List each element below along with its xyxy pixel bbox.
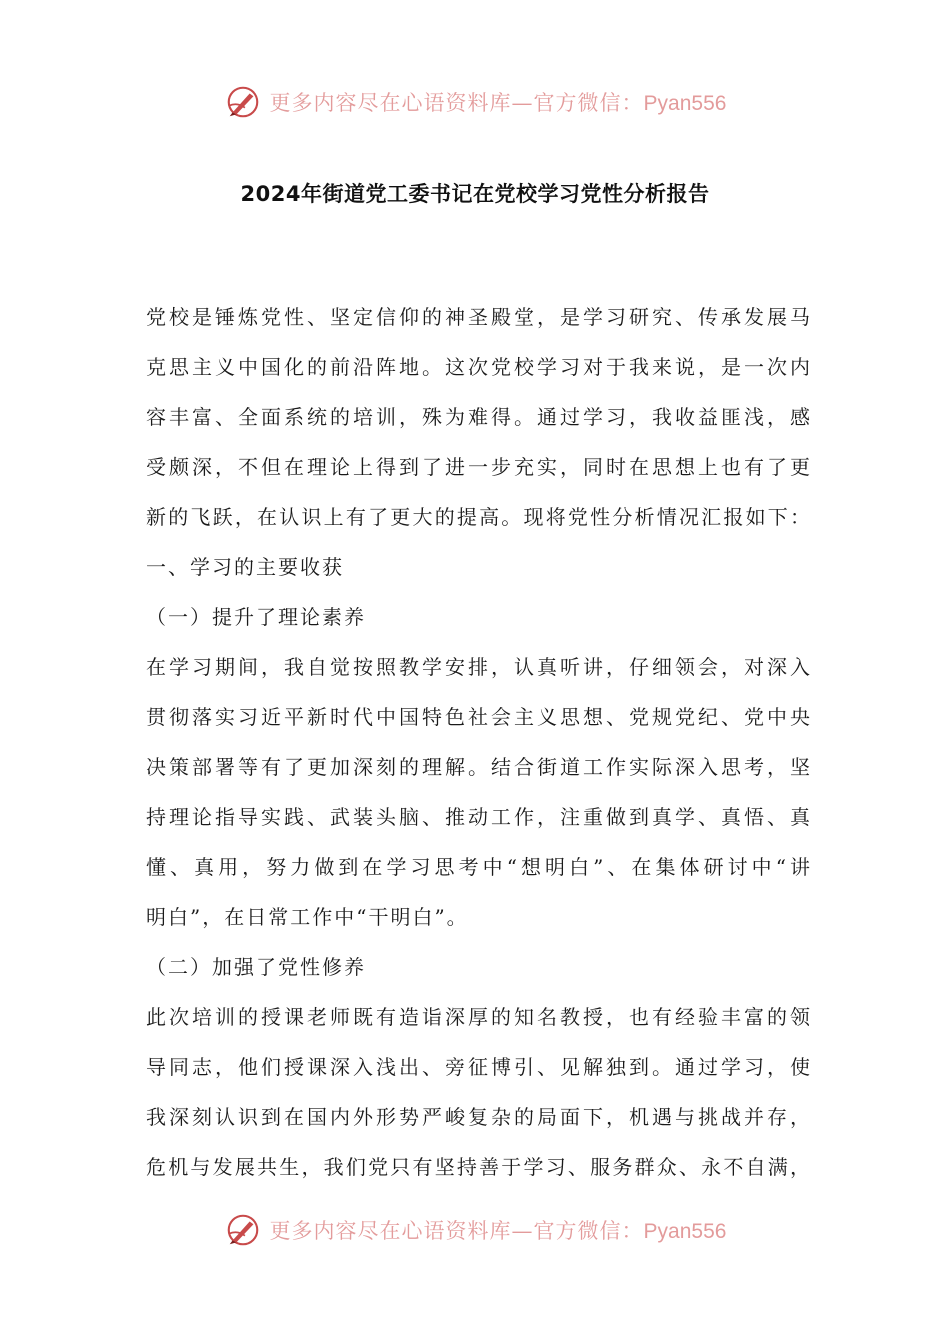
- pen-logo-icon: [224, 83, 262, 121]
- document-title: 2024年街道党工委书记在党校学习党性分析报告: [240, 182, 710, 206]
- body-line: 新的飞跃，在认识上有了更大的提高。现将党性分析情况汇报如下：: [146, 505, 810, 529]
- subsection-heading: （一）提升了理论素养: [146, 605, 366, 629]
- watermark-text: 更多内容尽在心语资料库—官方微信：Pyan556: [269, 91, 727, 115]
- body-line: 受颇深，不但在理论上得到了进一步充实，同时在思想上也有了更: [146, 455, 810, 479]
- body-line: 持理论指导实践、武装头脑、推动工作，注重做到真学、真悟、真: [146, 805, 810, 829]
- watermark-text: 更多内容尽在心语资料库—官方微信：Pyan556: [269, 1219, 727, 1243]
- body-line: 在学习期间，我自觉按照教学安排，认真听讲，仔细领会，对深入: [146, 655, 810, 679]
- footer-watermark: [0, 1208, 950, 1252]
- header-watermark: [0, 80, 950, 124]
- body-line: 决策部署等有了更加深刻的理解。结合街道工作实际深入思考，坚: [146, 755, 810, 779]
- body-line: 懂、真用，努力做到在学习思考中“想明白”、在集体研讨中“讲: [146, 855, 810, 879]
- subsection-heading: （二）加强了党性修养: [146, 955, 366, 979]
- body-line: 克思主义中国化的前沿阵地。这次党校学习对于我来说，是一次内: [146, 355, 810, 379]
- body-line: 我深刻认识到在国内外形势严峻复杂的局面下，机遇与挑战并存，: [146, 1105, 810, 1129]
- pen-logo-icon: [224, 1211, 262, 1249]
- document-body: [146, 292, 810, 1192]
- body-line: 危机与发展共生，我们党只有坚持善于学习、服务群众、永不自满，: [146, 1155, 810, 1179]
- body-line: 容丰富、全面系统的培训，殊为难得。通过学习，我收益匪浅，感: [146, 405, 810, 429]
- body-line: 明白”，在日常工作中“干明白”。: [146, 905, 469, 929]
- body-line: 党校是锤炼党性、坚定信仰的神圣殿堂，是学习研究、传承发展马: [146, 305, 810, 329]
- body-line: 贯彻落实习近平新时代中国特色社会主义思想、党规党纪、党中央: [146, 705, 810, 729]
- body-line: 导同志，他们授课深入浅出、旁征博引、见解独到。通过学习，使: [146, 1055, 810, 1079]
- body-line: 此次培训的授课老师既有造诣深厚的知名教授，也有经验丰富的领: [146, 1005, 810, 1029]
- section-heading: 一、学习的主要收获: [146, 555, 344, 579]
